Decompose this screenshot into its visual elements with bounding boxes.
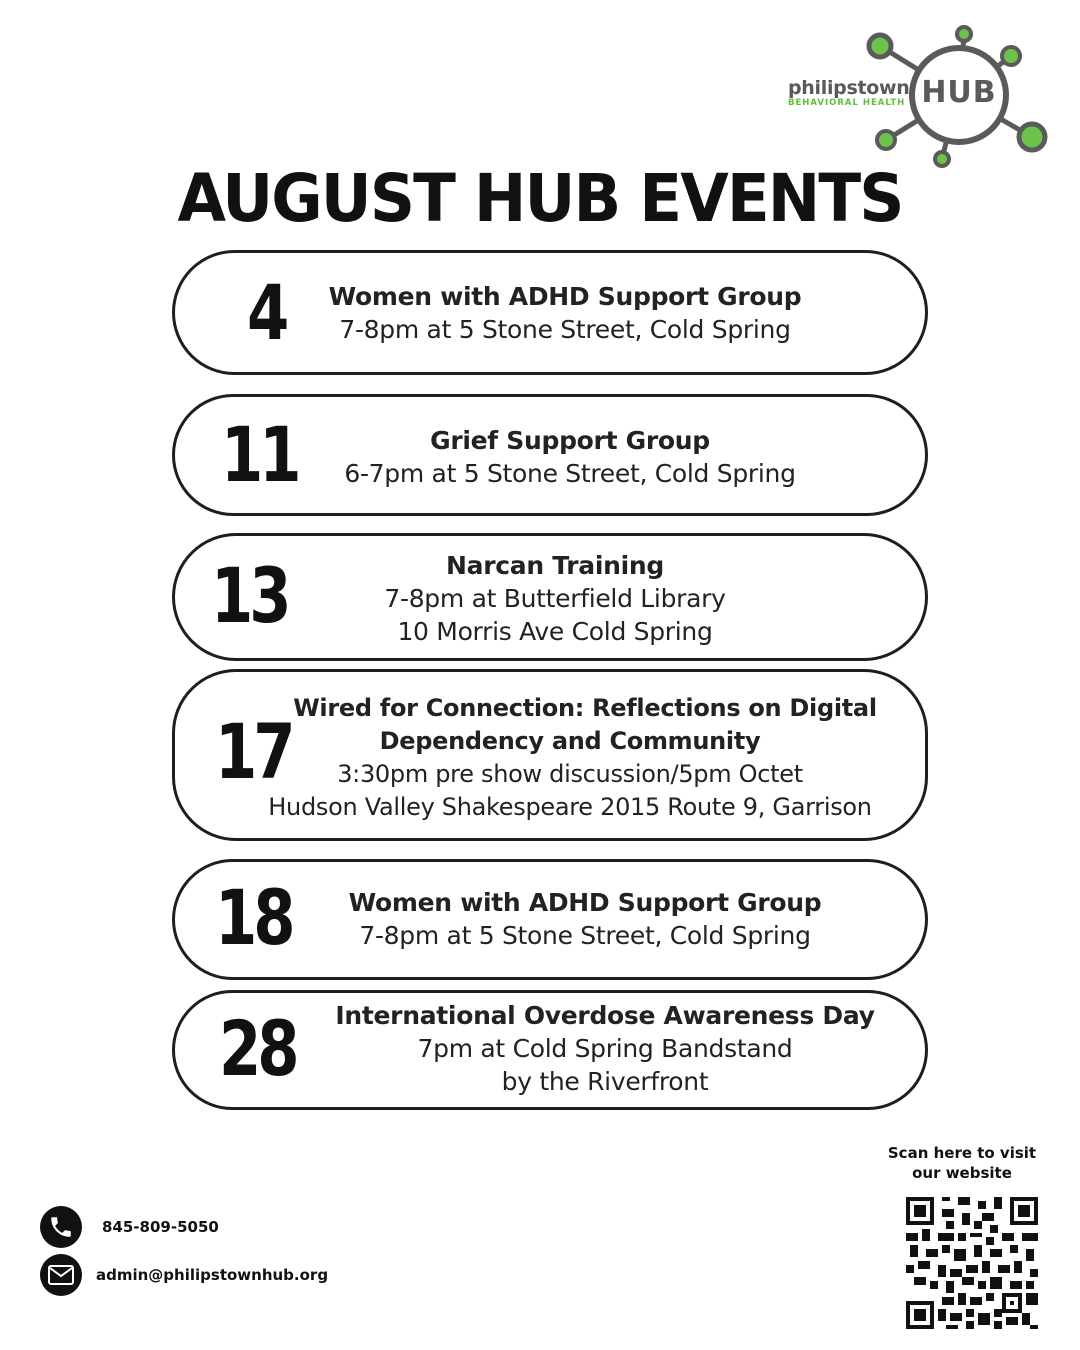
event-day: 28 xyxy=(219,1004,296,1093)
event-card-4 xyxy=(172,250,928,375)
scan-label: Scan here to visit our website xyxy=(887,1144,1037,1182)
event-title: Grief Support Group xyxy=(430,426,710,455)
event-card-17 xyxy=(172,669,928,841)
event-time-location: 7-8pm at 5 Stone Street, Cold Spring xyxy=(359,921,811,950)
event-details xyxy=(305,424,835,490)
page-title: AUGUST HUB EVENTS xyxy=(177,160,903,237)
event-card-28 xyxy=(172,990,928,1110)
event-day: 17 xyxy=(215,707,292,796)
event-location-detail: by the Riverfront xyxy=(501,1067,709,1096)
event-details xyxy=(325,886,845,952)
event-details xyxy=(305,280,825,346)
mail-icon xyxy=(40,1254,82,1296)
event-details xyxy=(325,999,885,1098)
event-time-location: 7pm at Cold Spring Bandstand xyxy=(417,1034,793,1063)
event-title-line2: Dependency and Community xyxy=(379,727,761,755)
event-details xyxy=(315,549,795,648)
email-address: admin@philipstownhub.org xyxy=(96,1266,329,1284)
event-time-location: 7-8pm at Butterfield Library xyxy=(384,584,726,613)
contact-phone[interactable] xyxy=(40,1206,219,1248)
hub-logo xyxy=(780,20,1060,170)
event-card-18 xyxy=(172,859,928,980)
event-card-11 xyxy=(172,394,928,516)
phone-number: 845-809-5050 xyxy=(102,1218,219,1236)
event-title: Narcan Training xyxy=(446,551,664,580)
event-title: International Overdose Awareness Day xyxy=(335,1001,875,1030)
event-day: 11 xyxy=(221,410,298,499)
event-time-location: 6-7pm at 5 Stone Street, Cold Spring xyxy=(344,459,796,488)
event-day: 18 xyxy=(215,873,292,962)
qr-code-icon[interactable] xyxy=(906,1197,1038,1329)
event-day: 4 xyxy=(247,268,286,357)
logo-name: philipstown xyxy=(788,77,910,99)
event-title: Wired for Connection: Reflections on Digital xyxy=(293,694,877,722)
logo-subtitle: BEHAVIORAL HEALTH xyxy=(788,98,906,108)
event-location: Hudson Valley Shakespeare 2015 Route 9, Garrison xyxy=(268,793,872,821)
logo-hub-text: HUB xyxy=(921,75,997,110)
phone-icon xyxy=(40,1206,82,1248)
contact-email[interactable] xyxy=(40,1254,328,1296)
event-address: 10 Morris Ave Cold Spring xyxy=(397,617,713,646)
event-details xyxy=(235,692,905,824)
event-card-13 xyxy=(172,533,928,661)
event-time: 3:30pm pre show discussion/5pm Octet xyxy=(337,760,803,788)
event-day: 13 xyxy=(211,551,288,640)
event-time-location: 7-8pm at 5 Stone Street, Cold Spring xyxy=(339,315,791,344)
logo-text xyxy=(788,78,910,109)
event-title: Women with ADHD Support Group xyxy=(348,888,822,917)
event-title: Women with ADHD Support Group xyxy=(328,282,802,311)
